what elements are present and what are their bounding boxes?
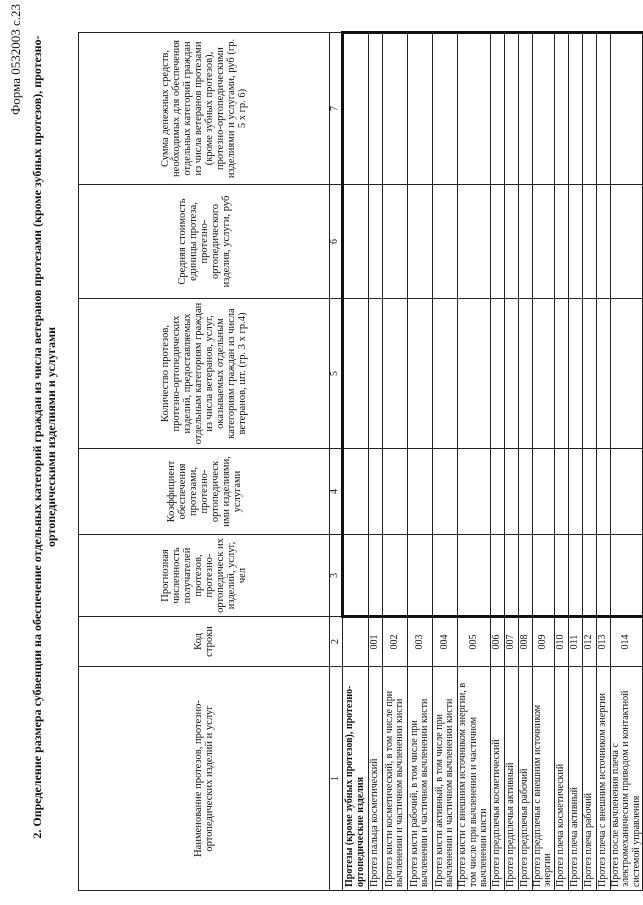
row-name: Протез предплечья косметический — [490, 667, 504, 891]
value-cell[interactable] — [554, 449, 568, 535]
header-name: Наименование протезов, протезно-ортопедических изделий и услуг — [79, 667, 330, 891]
value-cell[interactable] — [343, 185, 369, 299]
value-cell[interactable] — [408, 33, 433, 185]
table-row — [610, 33, 643, 891]
value-cell[interactable] — [343, 33, 369, 185]
value-cell[interactable] — [596, 535, 610, 617]
value-cell[interactable] — [610, 299, 643, 449]
row-name: Протез кисти рабочий, в том числе при вычленении и частичном вычленении кисти — [408, 667, 433, 891]
table-row — [568, 33, 582, 891]
value-cell[interactable] — [518, 299, 532, 449]
value-cell[interactable] — [554, 185, 568, 299]
row-name: Протез предплечья рабочий — [518, 667, 532, 891]
table-row — [458, 33, 491, 891]
value-cell[interactable] — [458, 185, 491, 299]
value-cell[interactable] — [408, 449, 433, 535]
header-avg-cost: Средняя стоимость единицы протеза, протезно-ортопедического изделия, услуги, руб — [79, 185, 330, 299]
table-row — [582, 33, 596, 891]
value-cell[interactable] — [504, 33, 518, 185]
value-cell[interactable] — [369, 33, 383, 185]
header-code: Код строки — [79, 617, 330, 667]
column-number: 4 — [330, 449, 343, 535]
row-code: 003 — [408, 617, 433, 667]
value-cell[interactable] — [433, 185, 458, 299]
column-number: 5 — [330, 299, 343, 449]
value-cell[interactable] — [490, 299, 504, 449]
value-cell[interactable] — [458, 535, 491, 617]
value-cell[interactable] — [596, 185, 610, 299]
row-name: Протез предплечья активный — [504, 667, 518, 891]
table-row — [518, 33, 532, 891]
table-row — [369, 33, 383, 891]
value-cell[interactable] — [554, 33, 568, 185]
value-cell[interactable] — [490, 185, 504, 299]
row-name: Протез плеча рабочий — [582, 667, 596, 891]
header-quantity: Количество протезов, протезно-ортопедических изделий, предоставляемых отдельным категориям граждан из числа ветеранов, услуг, оказываемых отдельным категориям граждан из числа ветеранов, шт. (гр. 3 х гр.4) — [79, 299, 330, 449]
value-cell[interactable] — [433, 535, 458, 617]
value-cell[interactable] — [458, 33, 491, 185]
table-row — [504, 33, 518, 891]
value-cell[interactable] — [504, 299, 518, 449]
column-number: 6 — [330, 185, 343, 299]
table-row — [383, 33, 408, 891]
table-header-row — [79, 33, 330, 891]
value-cell[interactable] — [490, 33, 504, 185]
value-cell[interactable] — [408, 185, 433, 299]
value-cell[interactable] — [596, 33, 610, 185]
row-code: 007 — [504, 617, 518, 667]
header-coefficient: Коэффициент обеспечения протезами, протезно-ортопедическ ими изделиями, услугами — [79, 449, 330, 535]
value-cell[interactable] — [504, 185, 518, 299]
row-name: Протез плеча активный — [568, 667, 582, 891]
value-cell[interactable] — [610, 33, 643, 185]
value-cell[interactable] — [383, 185, 408, 299]
value-cell[interactable] — [518, 185, 532, 299]
value-cell[interactable] — [568, 535, 582, 617]
row-name: Протезы (кроме зубных протезов), протезно-ортопедические изделия — [343, 667, 369, 891]
section-title: 2. Определение размера субвенции на обеспечение отдельных категорий граждан из числа ветеранов протезами (кроме зубных протезов), протезно-ортопедическими изделиями и услугами — [30, 35, 58, 839]
table-row — [408, 33, 433, 891]
value-cell[interactable] — [369, 185, 383, 299]
row-name: Протез кисти косметический, в том числе при вычленении и частичном вычленении кисти — [383, 667, 408, 891]
value-cell[interactable] — [568, 449, 582, 535]
row-code — [343, 617, 369, 667]
row-name: Протез плеча с внешним источником энергии — [596, 667, 610, 891]
value-cell[interactable] — [383, 449, 408, 535]
row-name: Протез предплечья с внешним источником энергии — [532, 667, 554, 891]
value-cell[interactable] — [504, 449, 518, 535]
value-cell[interactable] — [596, 299, 610, 449]
value-cell[interactable] — [582, 449, 596, 535]
row-code: 011 — [568, 617, 582, 667]
form-number: Форма 0532003 с.23 — [8, 4, 23, 116]
value-cell[interactable] — [518, 33, 532, 185]
row-code: 012 — [582, 617, 596, 667]
value-cell[interactable] — [532, 535, 554, 617]
row-name: Протез кисти с внешним источником энергии, в том числе при вычленении и частичном вычленении кисти — [458, 667, 491, 891]
row-code: 002 — [383, 617, 408, 667]
value-cell[interactable] — [532, 33, 554, 185]
column-number: 7 — [330, 33, 343, 185]
table-row — [490, 33, 504, 891]
table-row — [554, 33, 568, 891]
value-cell[interactable] — [554, 535, 568, 617]
row-code: 004 — [433, 617, 458, 667]
value-cell[interactable] — [568, 299, 582, 449]
value-cell[interactable] — [532, 185, 554, 299]
value-cell[interactable] — [490, 449, 504, 535]
row-code: 006 — [490, 617, 504, 667]
column-number: 2 — [330, 617, 343, 667]
value-cell[interactable] — [369, 449, 383, 535]
value-cell[interactable] — [458, 299, 491, 449]
row-name: Протез после вычленения плеча с электромеханическим приводом и контактной системой управления — [610, 667, 643, 891]
table-row — [596, 33, 610, 891]
value-cell[interactable] — [433, 299, 458, 449]
value-cell[interactable] — [383, 33, 408, 185]
value-cell[interactable] — [433, 33, 458, 185]
row-code: 010 — [554, 617, 568, 667]
column-number: 1 — [330, 667, 343, 891]
row-code: 013 — [596, 617, 610, 667]
value-cell[interactable] — [610, 185, 643, 299]
row-code: 014 — [610, 617, 643, 667]
value-cell[interactable] — [582, 535, 596, 617]
value-cell[interactable] — [568, 185, 582, 299]
value-cell[interactable] — [582, 33, 596, 185]
value-cell[interactable] — [383, 535, 408, 617]
header-sum: Сумма денежных средств, необходимых для обеспечения отдельных категорий граждан из числа ветеранов протезами (кроме зубных протезов), протезно-ортопедическими изделиями и услугами, руб (гр. 5 х гр. 6) — [79, 33, 330, 185]
value-cell[interactable] — [554, 299, 568, 449]
value-cell[interactable] — [458, 449, 491, 535]
value-cell[interactable] — [343, 535, 369, 617]
value-cell[interactable] — [610, 449, 643, 535]
table-row — [433, 33, 458, 891]
subsidy-table — [78, 31, 643, 891]
value-cell[interactable] — [408, 535, 433, 617]
column-number-row — [330, 33, 343, 891]
value-cell[interactable] — [582, 185, 596, 299]
row-code: 001 — [369, 617, 383, 667]
row-code: 009 — [532, 617, 554, 667]
value-cell[interactable] — [610, 535, 643, 617]
value-cell[interactable] — [518, 535, 532, 617]
value-cell[interactable] — [343, 449, 369, 535]
row-code: 005 — [458, 617, 491, 667]
value-cell[interactable] — [433, 449, 458, 535]
value-cell[interactable] — [596, 449, 610, 535]
value-cell[interactable] — [383, 299, 408, 449]
value-cell[interactable] — [532, 299, 554, 449]
table-row — [532, 33, 554, 891]
value-cell[interactable] — [369, 535, 383, 617]
value-cell[interactable] — [504, 535, 518, 617]
row-name: Протез пальца косметический — [369, 667, 383, 891]
value-cell[interactable] — [532, 449, 554, 535]
value-cell[interactable] — [518, 449, 532, 535]
value-cell[interactable] — [582, 299, 596, 449]
value-cell[interactable] — [490, 535, 504, 617]
header-recipients: Прогнозная численность получателей протезов, протезно-ортопедическ их изделий, услуг, чел — [79, 535, 330, 617]
value-cell[interactable] — [343, 299, 369, 449]
row-name: Протез плеча косметический — [554, 667, 568, 891]
row-code: 008 — [518, 617, 532, 667]
value-cell[interactable] — [369, 299, 383, 449]
table-row — [343, 33, 369, 891]
row-name: Протез кисти активный, в том числе при вычленении и частичном вычленении кисти — [433, 667, 458, 891]
value-cell[interactable] — [408, 299, 433, 449]
value-cell[interactable] — [568, 33, 582, 185]
column-number: 3 — [330, 535, 343, 617]
